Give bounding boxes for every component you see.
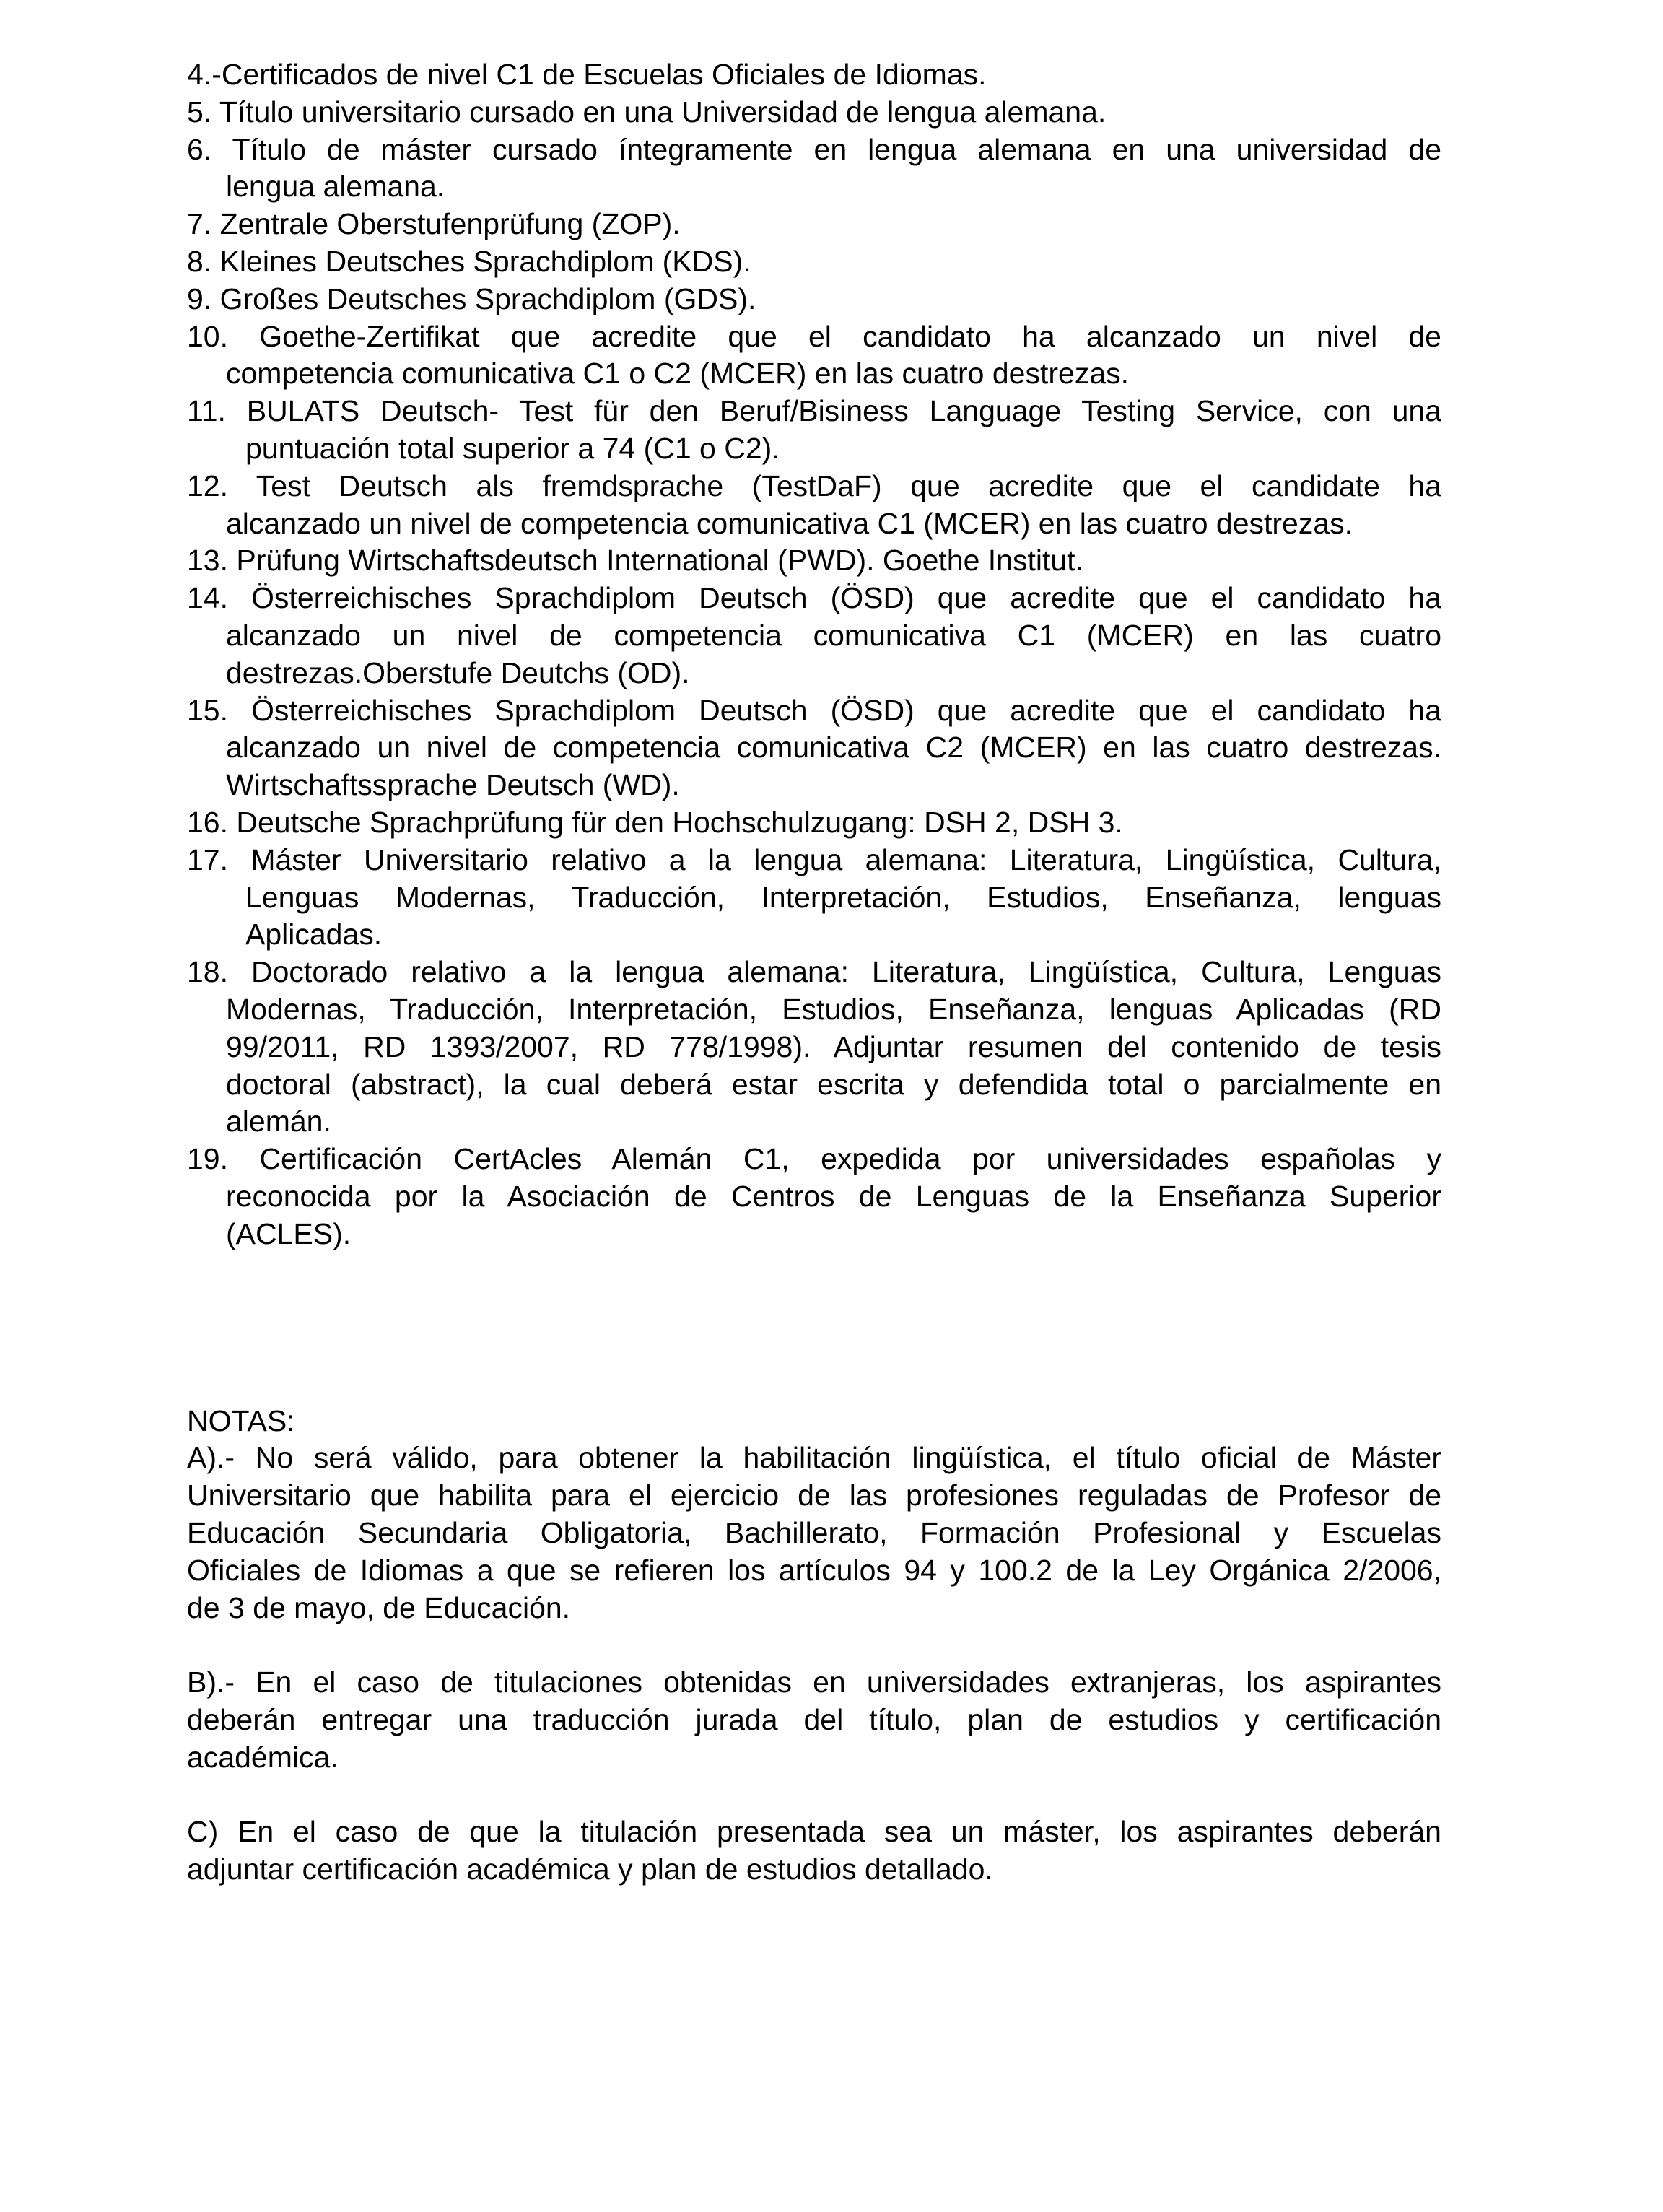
text-line: 6. Título de máster cursado íntegramente en lengua alemana en una universidad de <box>187 132 1441 166</box>
list-item <box>187 318 1441 393</box>
note-paragraph <box>187 1664 1441 1776</box>
text-line: alcanzado un nivel de competencia comunicativa C1 (MCER) en las cuatro <box>226 618 1441 652</box>
list-item <box>187 56 1441 94</box>
text-line: alcanzado un nivel de competencia comunicativa C1 (MCER) en las cuatro destrezas. <box>226 506 1353 540</box>
text-line: deberán entregar una traducción jurada del título, plan de estudios y certificación <box>187 1703 1441 1737</box>
text-line: destrezas.Oberstufe Deutchs (OD). <box>226 656 690 689</box>
text-line: C) En el caso de que la titulación presentada sea un máster, los aspirantes deberán <box>187 1815 1441 1849</box>
text-line: doctoral (abstract), la cual deberá estar escrita y defendida total o parcialmente en <box>226 1067 1441 1101</box>
text-line: adjuntar certificación académica y plan de estudios detallado. <box>187 1852 993 1886</box>
list-item <box>187 580 1441 692</box>
document-page <box>187 56 1441 1889</box>
text-line: 15. Österreichisches Sprachdiplom Deutsch (ÖSD) que acredite que el candidato ha <box>187 693 1441 727</box>
text-line: Universitario que habilita para el ejercicio de las profesiones reguladas de Profesor de <box>187 1479 1441 1512</box>
text-line: 7. Zentrale Oberstufenprüfung (ZOP). <box>187 207 681 241</box>
text-line: Wirtschaftssprache Deutsch (WD). <box>226 768 680 802</box>
certificate-list <box>187 56 1441 1253</box>
notes-section <box>187 1440 1441 1889</box>
text-line: académica. <box>187 1740 339 1774</box>
text-line: 13. Prüfung Wirtschaftsdeutsch International (PWD). Goethe Institut. <box>187 544 1083 578</box>
text-line: 8. Kleines Deutsches Sprachdiplom (KDS). <box>187 244 751 278</box>
list-item <box>187 842 1441 954</box>
text-line: 14. Österreichisches Sprachdiplom Deutsch (ÖSD) que acredite que el candidato ha <box>187 581 1441 615</box>
text-line: 4.-Certificados de nivel C1 de Escuelas Oficiales de Idiomas. <box>187 58 987 91</box>
text-line: de 3 de mayo, de Educación. <box>187 1590 571 1624</box>
text-line: 16. Deutsche Sprachprüfung für den Hochschulzugang: DSH 2, DSH 3. <box>187 805 1123 839</box>
text-line: Lenguas Modernas, Traducción, Interpretación, Estudios, Enseñanza, lenguas <box>245 880 1441 914</box>
list-item <box>187 131 1441 206</box>
text-line: alemán. <box>226 1105 331 1138</box>
list-item <box>187 393 1441 468</box>
notes-heading: NOTAS: <box>187 1403 295 1437</box>
text-line: 18. Doctorado relativo a la lengua alemana: Literatura, Lingüística, Cultura, Lenguas <box>187 955 1441 989</box>
text-line: B).- En el caso de titulaciones obtenidas en universidades extranjeras, los aspirantes <box>187 1665 1441 1699</box>
text-line: lengua alemana. <box>226 170 445 204</box>
text-line: (ACLES). <box>226 1216 352 1250</box>
list-item <box>187 94 1441 131</box>
text-line: 99/2011, RD 1393/2007, RD 778/1998). Adjuntar resumen del contenido de tesis <box>226 1029 1441 1063</box>
list-item <box>187 281 1441 318</box>
text-line: Modernas, Traducción, Interpretación, Estudios, Enseñanza, lenguas Aplicadas (RD <box>226 992 1441 1026</box>
text-line: puntuación total superior a 74 (C1 o C2). <box>245 431 780 465</box>
list-item <box>187 954 1441 1141</box>
note-paragraph <box>187 1440 1441 1627</box>
text-line: 10. Goethe-Zertifikat que acredite que el candidato ha alcanzado un nivel de <box>187 319 1441 353</box>
list-item <box>187 542 1441 580</box>
text-line: 11. BULATS Deutsch- Test für den Beruf/Bisiness Language Testing Service, con una <box>187 394 1441 428</box>
text-line: 9. Großes Deutsches Sprachdiplom (GDS). <box>187 282 756 315</box>
list-item <box>187 804 1441 842</box>
text-line: 12. Test Deutsch als fremdsprache (TestDaF) que acredite que el candidate ha <box>187 469 1441 502</box>
list-item <box>187 243 1441 281</box>
text-line: A).- No será válido, para obtener la habilitación lingüística, el título oficial de Máster <box>187 1441 1441 1475</box>
list-item <box>187 206 1441 243</box>
list-item <box>187 1141 1441 1253</box>
text-line: 5. Título universitario cursado en una Universidad de lengua alemana. <box>187 95 1107 129</box>
text-line: Oficiales de Idiomas a que se refieren los artículos 94 y 100.2 de la Ley Orgánica 2/2006, <box>187 1553 1441 1587</box>
text-line: Educación Secundaria Obligatoria, Bachillerato, Formación Profesional y Escuelas <box>187 1516 1441 1550</box>
text-line: 17. Máster Universitario relativo a la lengua alemana: Literatura, Lingüística, Cultura, <box>187 842 1441 876</box>
list-item <box>187 692 1441 804</box>
text-line: competencia comunicativa C1 o C2 (MCER) en las cuatro destrezas. <box>226 357 1130 391</box>
text-line: Aplicadas. <box>245 918 383 952</box>
text-line: alcanzado un nivel de competencia comunicativa C2 (MCER) en las cuatro destrezas. <box>226 731 1441 765</box>
list-item <box>187 468 1441 543</box>
note-paragraph <box>187 1813 1441 1889</box>
text-line: reconocida por la Asociación de Centros de Lenguas de la Enseñanza Superior <box>226 1179 1441 1213</box>
text-line: 19. Certificación CertAcles Alemán C1, expedida por universidades españolas y <box>187 1142 1441 1176</box>
